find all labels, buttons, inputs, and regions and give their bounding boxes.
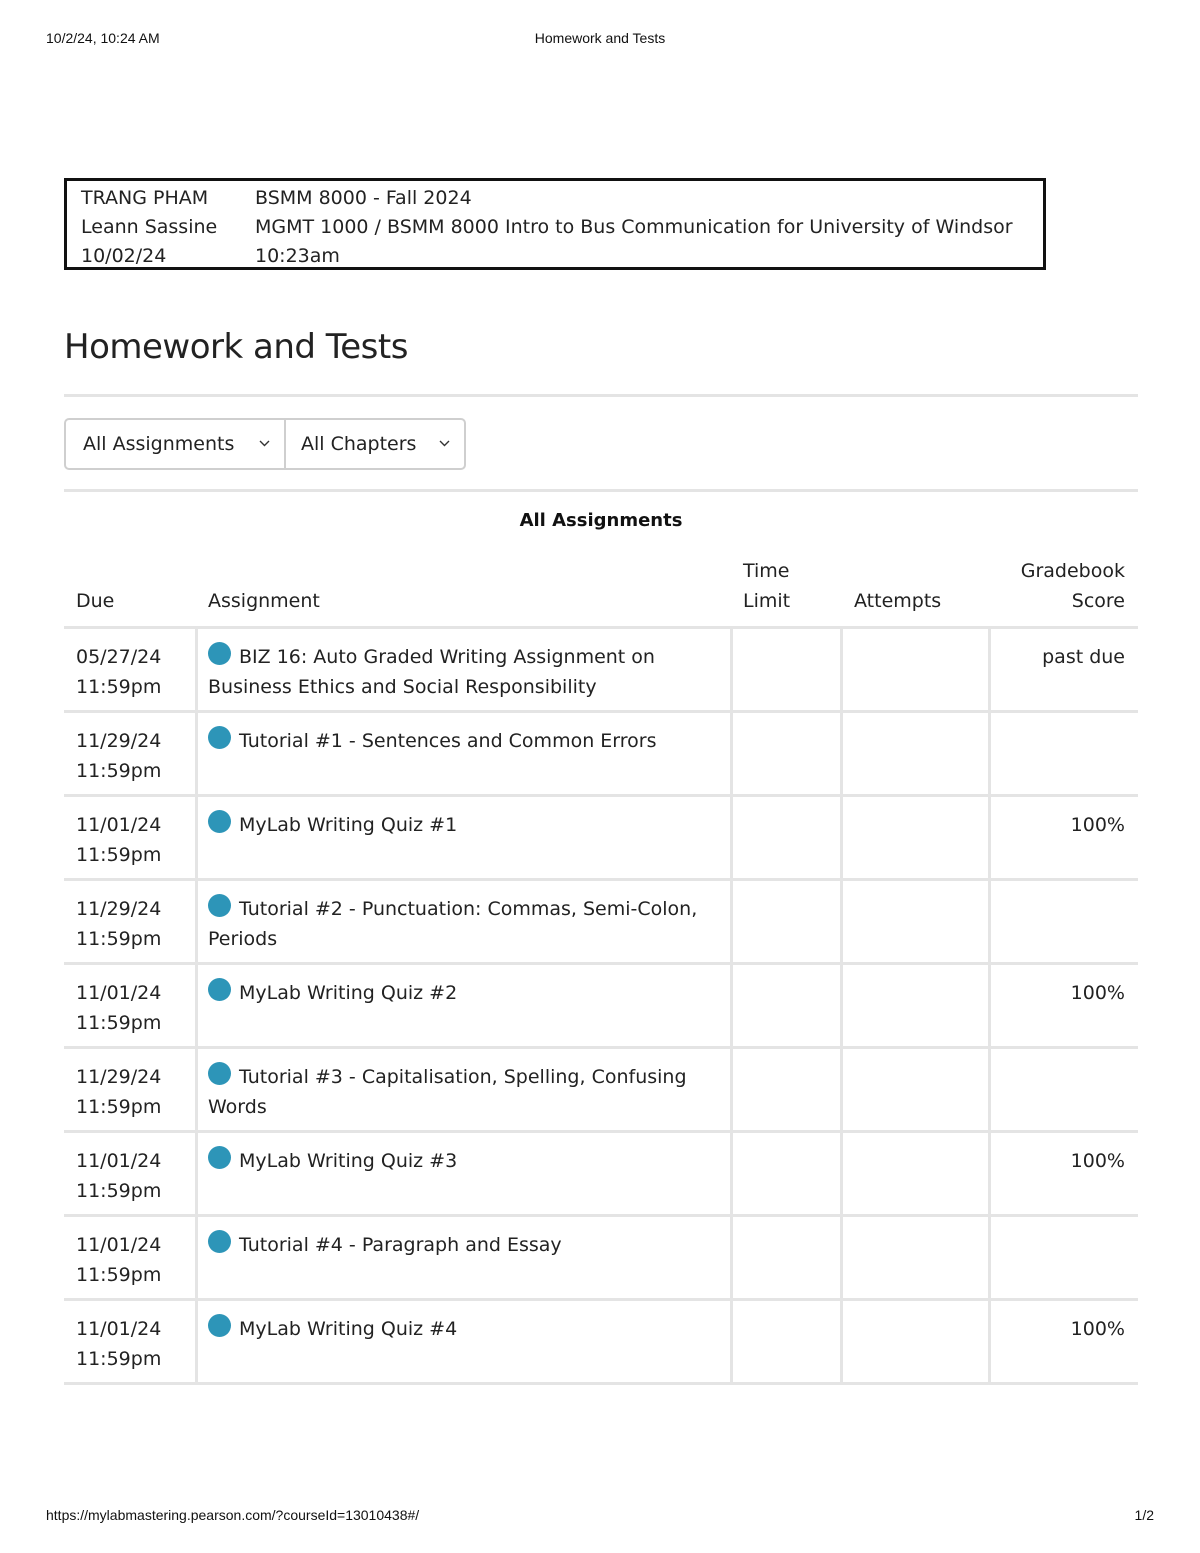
assignment-cell: [198, 797, 733, 878]
column-header-gradebook-score: [1021, 556, 1125, 616]
assignment-link[interactable]: Tutorial #4 - Paragraph and Essay: [239, 1234, 562, 1256]
attempts-cell: [843, 881, 991, 962]
due-cell: [64, 1301, 198, 1382]
assignment-link[interactable]: MyLab Writing Quiz #2: [239, 982, 458, 1004]
table-row: [64, 1217, 1138, 1301]
table-row: [64, 1133, 1138, 1217]
status-dot-icon: [208, 810, 231, 833]
due-cell: [64, 629, 198, 710]
column-header-assignment: Assignment: [208, 590, 320, 612]
due-cell: [64, 881, 198, 962]
page-title: Homework and Tests: [64, 327, 408, 367]
course-name: MGMT 1000 / BSMM 8000 Intro to Bus Communication for University of Windsor: [255, 216, 1013, 238]
header-line: Limit: [743, 590, 791, 612]
due-cell: [64, 797, 198, 878]
attempts-cell: [843, 965, 991, 1046]
due-date: 05/27/24: [76, 646, 162, 668]
chapters-filter-select[interactable]: [286, 420, 464, 468]
time-limit-cell: [733, 1133, 843, 1214]
chevron-down-icon: [439, 440, 450, 447]
table-row: [64, 881, 1138, 965]
due-cell: [64, 1217, 198, 1298]
assignment-cell: [198, 629, 733, 710]
table-row: [64, 797, 1138, 881]
due-date: 11/29/24: [76, 730, 162, 752]
status-dot-icon: [208, 1314, 231, 1337]
assignment-cell: [198, 1133, 733, 1214]
time-limit-cell: [733, 1301, 843, 1382]
assignment-link[interactable]: Tutorial #1 - Sentences and Common Errors: [239, 730, 657, 752]
score-cell: past due: [1042, 646, 1125, 668]
course-info-box: [64, 178, 1046, 270]
filter-group: [64, 418, 466, 470]
assignment-cell: [198, 965, 733, 1046]
score-cell: [991, 1049, 1138, 1130]
status-dot-icon: [208, 726, 231, 749]
assignment-cell: [198, 1301, 733, 1382]
due-date: 11/01/24: [76, 1150, 162, 1172]
status-dot-icon: [208, 978, 231, 1001]
assignment-cell: [198, 713, 733, 794]
info-row: [81, 184, 1043, 213]
divider: [64, 489, 1138, 492]
info-date: 10/02/24: [81, 245, 167, 267]
divider: [64, 394, 1138, 397]
info-time: 10:23am: [255, 245, 340, 267]
time-limit-cell: [733, 1217, 843, 1298]
time-limit-cell: [733, 965, 843, 1046]
due-time: 11:59pm: [76, 676, 162, 698]
status-dot-icon: [208, 894, 231, 917]
assignment-link[interactable]: MyLab Writing Quiz #1: [239, 814, 458, 836]
print-url: https://mylabmastering.pearson.com/?courseId=13010438#/: [46, 1507, 420, 1523]
due-cell: [64, 1133, 198, 1214]
due-time: 11:59pm: [76, 928, 162, 950]
header-line: Gradebook: [1020, 560, 1125, 582]
assignments-filter-select[interactable]: [66, 420, 286, 468]
column-header-attempts: Attempts: [854, 590, 942, 612]
due-date: 11/01/24: [76, 1234, 162, 1256]
assignment-link[interactable]: BIZ 16: Auto Graded Writing Assignment on Business Ethics and Social Responsibility: [208, 646, 655, 698]
due-time: 11:59pm: [76, 1264, 162, 1286]
table-row: [64, 1301, 1138, 1385]
time-limit-cell: [733, 797, 843, 878]
score-cell: 100%: [1070, 814, 1125, 836]
score-cell: 100%: [1070, 1150, 1125, 1172]
due-time: 11:59pm: [76, 760, 162, 782]
column-header-time-limit: [743, 556, 790, 616]
table-row: [64, 713, 1138, 797]
assignment-cell: [198, 1217, 733, 1298]
time-limit-cell: [733, 881, 843, 962]
table-row: [64, 1049, 1138, 1133]
attempts-cell: [843, 713, 991, 794]
table-row: [64, 965, 1138, 1049]
print-timestamp: 10/2/24, 10:24 AM: [46, 30, 160, 46]
table-caption: All Assignments: [519, 510, 683, 531]
attempts-cell: [843, 797, 991, 878]
due-date: 11/29/24: [76, 898, 162, 920]
info-row: [81, 242, 1043, 271]
due-time: 11:59pm: [76, 1348, 162, 1370]
attempts-cell: [843, 1217, 991, 1298]
print-page-title: Homework and Tests: [534, 30, 666, 46]
due-date: 11/29/24: [76, 1066, 162, 1088]
header-line: Score: [1071, 590, 1125, 612]
score-cell: 100%: [1070, 1318, 1125, 1340]
attempts-cell: [843, 629, 991, 710]
due-time: 11:59pm: [76, 844, 162, 866]
print-page-number: 1/2: [1134, 1507, 1154, 1523]
due-time: 11:59pm: [76, 1096, 162, 1118]
score-cell: [991, 1217, 1138, 1298]
due-date: 11/01/24: [76, 1318, 162, 1340]
table-row: [64, 629, 1138, 713]
student-name: TRANG PHAM: [81, 187, 209, 209]
chevron-down-icon: [259, 440, 270, 447]
due-date: 11/01/24: [76, 814, 162, 836]
assignments-filter-value: All Assignments: [83, 433, 235, 455]
column-header-due: Due: [76, 590, 115, 612]
attempts-cell: [843, 1301, 991, 1382]
status-dot-icon: [208, 642, 231, 665]
header-line: Time: [743, 560, 790, 582]
print-header: [46, 30, 1154, 50]
score-cell: 100%: [1070, 982, 1125, 1004]
info-row: [81, 213, 1043, 242]
time-limit-cell: [733, 1049, 843, 1130]
print-footer: [46, 1507, 1154, 1527]
time-limit-cell: [733, 713, 843, 794]
assignment-link[interactable]: MyLab Writing Quiz #3: [239, 1150, 458, 1172]
due-time: 11:59pm: [76, 1180, 162, 1202]
due-cell: [64, 965, 198, 1046]
assignment-cell: [198, 1049, 733, 1130]
assignment-link[interactable]: Tutorial #3 - Capitalisation, Spelling, Confusing Words: [208, 1066, 687, 1118]
status-dot-icon: [208, 1146, 231, 1169]
assignment-link[interactable]: Tutorial #2 - Punctuation: Commas, Semi-Colon, Periods: [208, 898, 698, 950]
attempts-cell: [843, 1049, 991, 1130]
status-dot-icon: [208, 1230, 231, 1253]
table-header: [64, 555, 1138, 629]
due-time: 11:59pm: [76, 1012, 162, 1034]
due-cell: [64, 713, 198, 794]
assignment-cell: [198, 881, 733, 962]
course-term: BSMM 8000 - Fall 2024: [255, 187, 472, 209]
score-cell: [991, 881, 1138, 962]
score-cell: [991, 713, 1138, 794]
due-cell: [64, 1049, 198, 1130]
assignments-table: [64, 555, 1138, 1385]
time-limit-cell: [733, 629, 843, 710]
due-date: 11/01/24: [76, 982, 162, 1004]
chapters-filter-value: All Chapters: [301, 433, 417, 455]
attempts-cell: [843, 1133, 991, 1214]
instructor-name: Leann Sassine: [81, 216, 218, 238]
status-dot-icon: [208, 1062, 231, 1085]
assignment-link[interactable]: MyLab Writing Quiz #4: [239, 1318, 458, 1340]
